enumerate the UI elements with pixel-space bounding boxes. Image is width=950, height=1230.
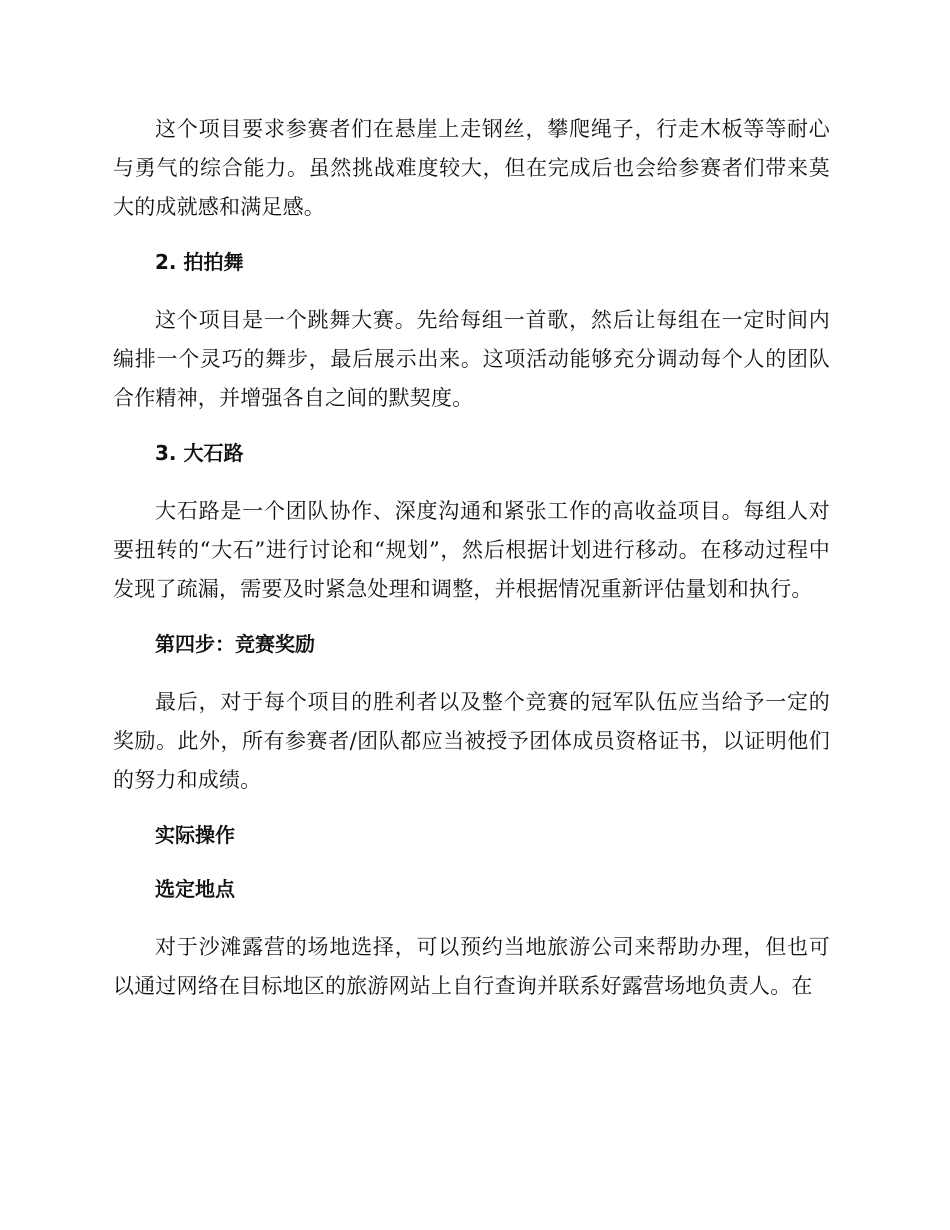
paragraph-tightrope: 这个项目要求参赛者们在悬崖上走钢丝，攀爬绳子，行走木板等等耐心与勇气的综合能力。虽然挑战难度较大，但在完成后也会给参赛者们带来莫大的成就感和满足感。 (113, 117, 830, 219)
heading-big-stone-road: 3. 大石路 (155, 441, 244, 465)
heading-step-four-rewards: 第四步：竞赛奖励 (155, 632, 315, 656)
paragraph-rewards: 最后，对于每个项目的胜利者以及整个竞赛的冠军队伍应当给予一定的奖励。此外，所有参赛者/团队都应当被授予团体成员资格证书，以证明他们的努力和成绩。 (113, 690, 830, 792)
paragraph-pat-dance: 这个项目是一个跳舞大赛。先给每组一首歌，然后让每组在一定时间内编排一个灵巧的舞步，最后展示出来。这项活动能够充分调动每个人的团队合作精神，并增强各自之间的默契度。 (113, 308, 830, 410)
paragraph-big-stone-road: 大石路是一个团队协作、深度沟通和紧张工作的高收益项目。每组人对要扭转的“大石”进行讨论和“规划”，然后根据计划进行移动。在移动过程中发现了疏漏，需要及时紧急处理和调整，并根据情况重新评估量划和执行。 (113, 499, 830, 601)
heading-pat-dance: 2. 拍拍舞 (155, 250, 244, 274)
heading-practical-operation: 实际操作 (155, 823, 235, 847)
heading-select-location: 选定地点 (155, 877, 235, 901)
document-page (113, 110, 830, 1026)
paragraph-select-location: 对于沙滩露营的场地选择，可以预约当地旅游公司来帮助办理，但也可以通过网络在目标地区的旅游网站上自行查询并联系好露营场地负责人。在 (113, 935, 830, 998)
